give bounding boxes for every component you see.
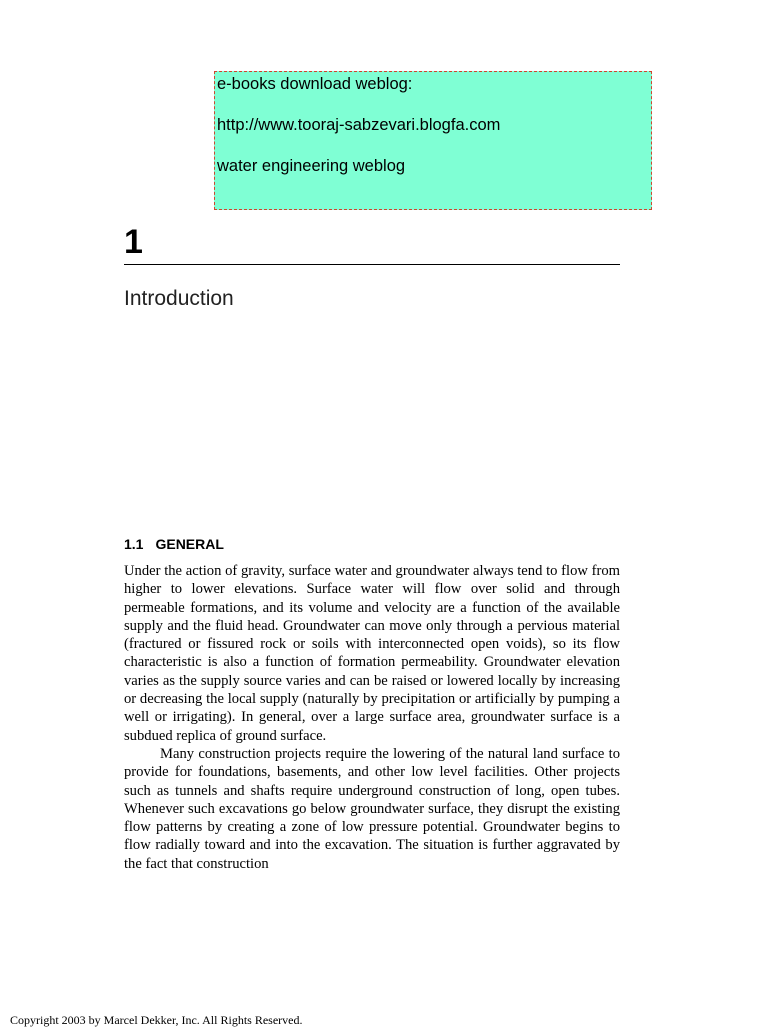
paragraph: Many construction projects require the lowering of the natural land surface to provide for foundations, basements, and other low level facilities. Other projects such as tunnels and shafts require underground construction of long, open tubes. Whenever such excavations go below groundwater surface, they disrupt the existing flow patterns by creating a zone of low pressure potential. Groundwater begins to flow radially toward and into the excavation. The situation is further aggravated by the fact that construction <box>124 745 620 872</box>
weblog-banner <box>214 71 652 210</box>
banner-url-link[interactable]: http://www.tooraj-sabzevari.blogfa.com <box>217 116 501 134</box>
section-heading <box>124 535 224 553</box>
section-title: GENERAL <box>155 536 224 552</box>
copyright-footer: Copyright 2003 by Marcel Dekker, Inc. All Rights Reserved. <box>10 1013 303 1027</box>
banner-title: e-books download weblog: <box>217 75 413 93</box>
chapter-number: 1 <box>124 223 143 261</box>
section-body <box>124 562 620 873</box>
chapter-divider <box>124 264 620 265</box>
chapter-title: Introduction <box>124 287 234 310</box>
section-number: 1.1 <box>124 536 144 552</box>
paragraph: Under the action of gravity, surface water and groundwater always tend to flow from higher to lower elevations. Surface water will flow over solid and through permeable formations, and its volume and velocity are a function of the available supply and the fluid head. Groundwater can move only through a pervious material (fractured or fissured rock or soils with interconnected open voids), so its flow characteristic is also a function of formation permeability. Groundwater elevation varies as the supply source varies and can be raised or lowered locally by increasing or decreasing the local supply (naturally by precipitation or artificially by pumping a well or irrigating). In general, over a large surface area, groundwater surface is a subdued replica of ground surface. <box>124 563 620 744</box>
banner-subtitle: water engineering weblog <box>217 157 406 175</box>
